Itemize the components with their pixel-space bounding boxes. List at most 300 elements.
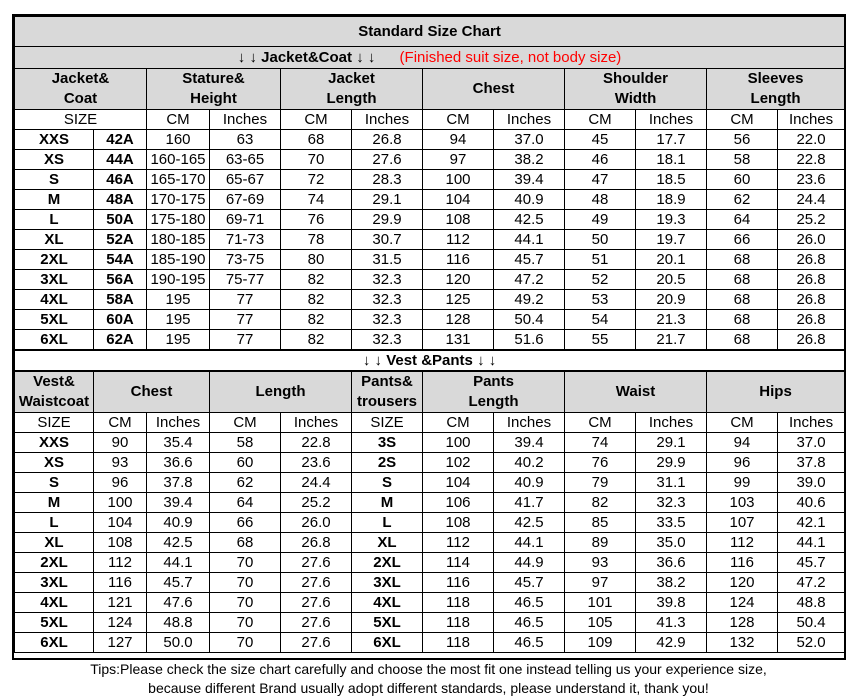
table-cell: 19.7 xyxy=(636,230,707,250)
table-cell: 50.4 xyxy=(494,310,565,330)
table-cell: 31.5 xyxy=(352,250,423,270)
table-cell: 104 xyxy=(94,513,147,533)
table-cell: 45.7 xyxy=(147,573,210,593)
header-line: Chest xyxy=(472,80,515,97)
table-cell: 121 xyxy=(94,593,147,613)
down-arrows-icon: ↓ ↓ xyxy=(477,352,497,369)
table-cell: 118 xyxy=(423,633,494,653)
table-cell: 96 xyxy=(707,453,778,473)
table-cell: 44.1 xyxy=(778,533,845,553)
table-row xyxy=(15,533,845,553)
table-cell: 27.6 xyxy=(281,613,352,633)
table-cell: XS xyxy=(15,453,94,473)
table-cell: 2S xyxy=(352,453,423,473)
table-cell: 94 xyxy=(707,433,778,453)
table-cell: 46A xyxy=(94,170,147,190)
table-row xyxy=(15,290,845,310)
table-cell: 82 xyxy=(281,330,352,351)
table-cell: 22.0 xyxy=(778,130,845,150)
table-cell: 39.0 xyxy=(778,473,845,493)
table-cell: 48A xyxy=(94,190,147,210)
table-cell: 29.9 xyxy=(636,453,707,473)
table-cell: S xyxy=(352,473,423,493)
table-cell: 63-65 xyxy=(210,150,281,170)
table-cell: 26.8 xyxy=(778,330,845,351)
table-cell: 116 xyxy=(423,250,494,270)
table-cell: 132 xyxy=(707,633,778,653)
table-cell: 58 xyxy=(210,433,281,453)
table-cell: 3XL xyxy=(15,573,94,593)
table-cell: 100 xyxy=(423,170,494,190)
unit-label: Inches xyxy=(778,110,845,130)
header-line: Shoulder xyxy=(602,70,668,87)
sleeves-length-header xyxy=(707,69,845,110)
table-cell: 112 xyxy=(707,533,778,553)
table-cell: 27.6 xyxy=(352,150,423,170)
table-cell: 27.6 xyxy=(281,593,352,613)
table-cell: 33.5 xyxy=(636,513,707,533)
table-cell: 131 xyxy=(423,330,494,351)
unit-label: Inches xyxy=(210,110,281,130)
table-cell: 32.3 xyxy=(636,493,707,513)
unit-label: Inches xyxy=(494,413,565,433)
table-row xyxy=(15,433,845,453)
vest-length-header xyxy=(210,371,352,413)
table-cell: 76 xyxy=(565,453,636,473)
table-cell: 27.6 xyxy=(281,573,352,593)
table-cell: S xyxy=(15,473,94,493)
table-row xyxy=(15,150,845,170)
table-cell: 82 xyxy=(281,290,352,310)
table-cell: 26.8 xyxy=(778,250,845,270)
down-arrows-icon: ↓ ↓ xyxy=(356,49,376,66)
table-cell: L xyxy=(15,513,94,533)
table-cell: 120 xyxy=(707,573,778,593)
header-line: Sleeves xyxy=(747,70,804,87)
header-line: Waist xyxy=(615,383,656,400)
table-cell: 63 xyxy=(210,130,281,150)
table-cell: 120 xyxy=(423,270,494,290)
size-column-label: SIZE xyxy=(15,413,94,433)
unit-label: CM xyxy=(707,110,778,130)
unit-label: CM xyxy=(147,110,210,130)
table-cell: 48.8 xyxy=(147,613,210,633)
table-row xyxy=(15,473,845,493)
table-row xyxy=(15,130,845,150)
table-cell: 29.9 xyxy=(352,210,423,230)
table-cell: 44.1 xyxy=(147,553,210,573)
table-cell: 48 xyxy=(565,190,636,210)
table-cell: 6XL xyxy=(352,633,423,653)
table-cell: 46.5 xyxy=(494,613,565,633)
table-cell: 160-165 xyxy=(147,150,210,170)
table-cell: 124 xyxy=(94,613,147,633)
table-cell: 85 xyxy=(565,513,636,533)
table-cell: 46.5 xyxy=(494,633,565,653)
table-cell: 45.7 xyxy=(494,573,565,593)
table-cell: 38.2 xyxy=(494,150,565,170)
table-cell: 39.4 xyxy=(494,170,565,190)
table-cell: 40.9 xyxy=(494,473,565,493)
table-cell: 103 xyxy=(707,493,778,513)
table-cell: 66 xyxy=(707,230,778,250)
table-cell: 36.6 xyxy=(636,553,707,573)
header-line: Jacket xyxy=(328,70,375,87)
table-cell: 62 xyxy=(210,473,281,493)
table-cell: 18.9 xyxy=(636,190,707,210)
header-line: Chest xyxy=(130,383,173,400)
table-cell: 160 xyxy=(147,130,210,150)
table-row xyxy=(15,330,845,351)
table-row xyxy=(15,553,845,573)
unit-label: Inches xyxy=(147,413,210,433)
table-cell: 24.4 xyxy=(281,473,352,493)
unit-label: Inches xyxy=(281,413,352,433)
table-cell: 93 xyxy=(94,453,147,473)
table-cell: 116 xyxy=(707,553,778,573)
table-cell: 5XL xyxy=(15,310,94,330)
table-cell: 26.8 xyxy=(281,533,352,553)
table-cell: 44.9 xyxy=(494,553,565,573)
unit-label: Inches xyxy=(636,110,707,130)
table-cell: S xyxy=(15,170,94,190)
table-cell: 68 xyxy=(707,330,778,351)
table-cell: 108 xyxy=(94,533,147,553)
table-cell: 70 xyxy=(281,150,352,170)
table-cell: 127 xyxy=(94,633,147,653)
table-cell: 60 xyxy=(707,170,778,190)
table-cell: 20.5 xyxy=(636,270,707,290)
table-cell: 74 xyxy=(565,433,636,453)
jacket-section-label: Jacket&Coat xyxy=(261,49,353,66)
waist-header xyxy=(565,371,707,413)
table-cell: 42.1 xyxy=(778,513,845,533)
table-cell: 62A xyxy=(94,330,147,351)
table-cell: 52.0 xyxy=(778,633,845,653)
table-cell: 21.3 xyxy=(636,310,707,330)
table-cell: 49 xyxy=(565,210,636,230)
table-cell: 40.9 xyxy=(147,513,210,533)
table-cell: 68 xyxy=(707,290,778,310)
table-cell: 114 xyxy=(423,553,494,573)
table-cell: 19.3 xyxy=(636,210,707,230)
table-row xyxy=(15,513,845,533)
table-cell: 49.2 xyxy=(494,290,565,310)
table-cell: 22.8 xyxy=(778,150,845,170)
table-cell: 128 xyxy=(707,613,778,633)
tips-text xyxy=(0,660,857,698)
table-cell: 45 xyxy=(565,130,636,150)
table-cell: 4XL xyxy=(15,593,94,613)
table-cell: 60 xyxy=(210,453,281,473)
table-cell: 26.8 xyxy=(352,130,423,150)
table-cell: 21.7 xyxy=(636,330,707,351)
table-cell: 46.5 xyxy=(494,593,565,613)
down-arrows-icon: ↓ ↓ xyxy=(362,352,383,369)
table-cell: 72 xyxy=(281,170,352,190)
table-row xyxy=(15,190,845,210)
unit-label: CM xyxy=(423,110,494,130)
table-cell: 108 xyxy=(423,210,494,230)
table-cell: 50.4 xyxy=(778,613,845,633)
table-cell: 107 xyxy=(707,513,778,533)
table-cell: XL xyxy=(15,230,94,250)
table-cell: 82 xyxy=(281,270,352,290)
table-cell: M xyxy=(352,493,423,513)
table-row xyxy=(15,593,845,613)
table-cell: 165-170 xyxy=(147,170,210,190)
table-cell: 6XL xyxy=(15,330,94,351)
table-cell: 124 xyxy=(707,593,778,613)
table-cell: 53 xyxy=(565,290,636,310)
table-cell: XS xyxy=(15,150,94,170)
size-chart-table xyxy=(14,16,845,653)
table-row xyxy=(15,310,845,330)
table-cell: 65-67 xyxy=(210,170,281,190)
unit-label: Inches xyxy=(352,110,423,130)
table-cell: 39.4 xyxy=(494,433,565,453)
table-cell: 37.0 xyxy=(778,433,845,453)
table-cell: 104 xyxy=(423,190,494,210)
table-cell: 39.4 xyxy=(147,493,210,513)
table-cell: 128 xyxy=(423,310,494,330)
table-cell: 50A xyxy=(94,210,147,230)
table-cell: 56A xyxy=(94,270,147,290)
table-cell: 78 xyxy=(281,230,352,250)
table-cell: 56 xyxy=(707,130,778,150)
table-cell: 17.7 xyxy=(636,130,707,150)
table-cell: 68 xyxy=(707,270,778,290)
table-cell: 38.2 xyxy=(636,573,707,593)
table-cell: 41.7 xyxy=(494,493,565,513)
table-cell: 64 xyxy=(707,210,778,230)
unit-label: CM xyxy=(281,110,352,130)
table-cell: M xyxy=(15,493,94,513)
table-cell: 37.0 xyxy=(494,130,565,150)
table-cell: 74 xyxy=(281,190,352,210)
header-line: Length xyxy=(326,90,377,107)
table-cell: 3S xyxy=(352,433,423,453)
vest-section-label: Vest &Pants xyxy=(386,352,473,369)
table-cell: 52A xyxy=(94,230,147,250)
table-cell: 26.8 xyxy=(778,290,845,310)
table-cell: 70 xyxy=(210,553,281,573)
table-cell: 37.8 xyxy=(778,453,845,473)
table-cell: 54 xyxy=(565,310,636,330)
table-cell: 70 xyxy=(210,593,281,613)
header-line: Stature& xyxy=(182,70,245,87)
table-cell: 37.8 xyxy=(147,473,210,493)
table-cell: 90 xyxy=(94,433,147,453)
table-cell: 30.7 xyxy=(352,230,423,250)
table-cell: 125 xyxy=(423,290,494,310)
table-cell: L xyxy=(15,210,94,230)
table-cell: 42.5 xyxy=(494,210,565,230)
table-cell: 94 xyxy=(423,130,494,150)
size-chart-sheet xyxy=(12,14,846,660)
table-cell: 4XL xyxy=(352,593,423,613)
table-cell: 190-195 xyxy=(147,270,210,290)
table-cell: 31.1 xyxy=(636,473,707,493)
unit-label: CM xyxy=(210,413,281,433)
table-cell: 99 xyxy=(707,473,778,493)
table-cell: 118 xyxy=(423,613,494,633)
vest-waistcoat-header xyxy=(15,371,94,413)
table-cell: 79 xyxy=(565,473,636,493)
table-cell: 20.9 xyxy=(636,290,707,310)
table-cell: 82 xyxy=(565,493,636,513)
vest-section-header xyxy=(15,350,845,371)
table-cell: 51.6 xyxy=(494,330,565,351)
table-cell: 62 xyxy=(707,190,778,210)
table-cell: XXS xyxy=(15,433,94,453)
table-cell: 42.5 xyxy=(494,513,565,533)
table-cell: 28.3 xyxy=(352,170,423,190)
table-cell: 3XL xyxy=(352,573,423,593)
table-row xyxy=(15,633,845,653)
table-cell: 32.3 xyxy=(352,290,423,310)
header-line: Coat xyxy=(63,90,98,107)
table-cell: 116 xyxy=(423,573,494,593)
unit-label: Inches xyxy=(494,110,565,130)
table-cell: 47.6 xyxy=(147,593,210,613)
table-cell: 118 xyxy=(423,593,494,613)
table-cell: 101 xyxy=(565,593,636,613)
table-cell: 100 xyxy=(423,433,494,453)
size-column-label: SIZE xyxy=(15,110,147,130)
header-line: Pants& xyxy=(361,373,413,390)
table-cell: 26.0 xyxy=(778,230,845,250)
table-cell: 48.8 xyxy=(778,593,845,613)
table-cell: 112 xyxy=(423,230,494,250)
table-cell: 106 xyxy=(423,493,494,513)
header-line: Jacket& xyxy=(51,70,110,87)
table-cell: 60A xyxy=(94,310,147,330)
table-row xyxy=(15,573,845,593)
table-row xyxy=(15,453,845,473)
table-cell: 58A xyxy=(94,290,147,310)
table-cell: 68 xyxy=(707,250,778,270)
table-cell: 47.2 xyxy=(494,270,565,290)
table-cell: 27.6 xyxy=(281,633,352,653)
table-cell: 185-190 xyxy=(147,250,210,270)
table-cell: 64 xyxy=(210,493,281,513)
table-cell: 6XL xyxy=(15,633,94,653)
table-cell: 40.9 xyxy=(494,190,565,210)
table-cell: 73-75 xyxy=(210,250,281,270)
table-cell: 20.1 xyxy=(636,250,707,270)
table-cell: 180-185 xyxy=(147,230,210,250)
jacket-coat-header xyxy=(15,69,147,110)
table-cell: 26.8 xyxy=(778,270,845,290)
header-line: Height xyxy=(190,90,237,107)
unit-label: SIZE xyxy=(352,413,423,433)
table-cell: 70 xyxy=(210,573,281,593)
unit-label: Inches xyxy=(778,413,845,433)
table-cell: 5XL xyxy=(352,613,423,633)
hips-header xyxy=(707,371,845,413)
table-cell: 97 xyxy=(565,573,636,593)
table-cell: 39.8 xyxy=(636,593,707,613)
table-cell: 22.8 xyxy=(281,433,352,453)
header-line: Length xyxy=(255,383,306,400)
table-cell: 24.4 xyxy=(778,190,845,210)
table-cell: 96 xyxy=(94,473,147,493)
table-cell: 50 xyxy=(565,230,636,250)
table-cell: 195 xyxy=(147,290,210,310)
table-row xyxy=(15,210,845,230)
down-arrows-icon: ↓ ↓ xyxy=(237,49,257,66)
chart-title: Standard Size Chart xyxy=(15,17,845,47)
table-row xyxy=(15,270,845,290)
unit-label: CM xyxy=(423,413,494,433)
jacket-length-header xyxy=(281,69,423,110)
table-cell: 52 xyxy=(565,270,636,290)
table-cell: 102 xyxy=(423,453,494,473)
table-cell: 58 xyxy=(707,150,778,170)
header-line: Vest& xyxy=(33,373,75,390)
table-cell: 4XL xyxy=(15,290,94,310)
table-cell: 195 xyxy=(147,310,210,330)
table-cell: 5XL xyxy=(15,613,94,633)
table-cell: 68 xyxy=(210,533,281,553)
table-cell: 71-73 xyxy=(210,230,281,250)
vest-chest-header xyxy=(94,371,210,413)
table-cell: 32.3 xyxy=(352,270,423,290)
pants-trousers-header xyxy=(352,371,423,413)
table-cell: 2XL xyxy=(15,250,94,270)
table-cell: 100 xyxy=(94,493,147,513)
table-cell: 108 xyxy=(423,513,494,533)
table-cell: 97 xyxy=(423,150,494,170)
table-cell: 105 xyxy=(565,613,636,633)
table-cell: 112 xyxy=(423,533,494,553)
table-cell: 44.1 xyxy=(494,230,565,250)
table-cell: XXS xyxy=(15,130,94,150)
table-cell: 40.6 xyxy=(778,493,845,513)
table-cell: 18.1 xyxy=(636,150,707,170)
table-cell: XL xyxy=(15,533,94,553)
table-cell: 54A xyxy=(94,250,147,270)
table-cell: 27.6 xyxy=(281,553,352,573)
table-cell: 116 xyxy=(94,573,147,593)
unit-label: CM xyxy=(94,413,147,433)
header-line: Length xyxy=(468,393,519,410)
table-cell: 67-69 xyxy=(210,190,281,210)
table-cell: 175-180 xyxy=(147,210,210,230)
table-cell: 46 xyxy=(565,150,636,170)
finished-size-note: (Finished suit size, not body size) xyxy=(399,49,622,66)
table-cell: 70 xyxy=(210,613,281,633)
table-row xyxy=(15,493,845,513)
table-cell: 77 xyxy=(210,310,281,330)
table-row xyxy=(15,230,845,250)
table-cell: 66 xyxy=(210,513,281,533)
shoulder-width-header xyxy=(565,69,707,110)
table-cell: 29.1 xyxy=(352,190,423,210)
header-line: trousers xyxy=(356,393,418,410)
chest-header xyxy=(423,69,565,110)
table-cell: 41.3 xyxy=(636,613,707,633)
table-cell: 109 xyxy=(565,633,636,653)
unit-label: CM xyxy=(565,413,636,433)
pants-length-header xyxy=(423,371,565,413)
table-row xyxy=(15,170,845,190)
table-cell: 55 xyxy=(565,330,636,351)
table-cell: 18.5 xyxy=(636,170,707,190)
table-cell: 70 xyxy=(210,633,281,653)
unit-label: CM xyxy=(707,413,778,433)
